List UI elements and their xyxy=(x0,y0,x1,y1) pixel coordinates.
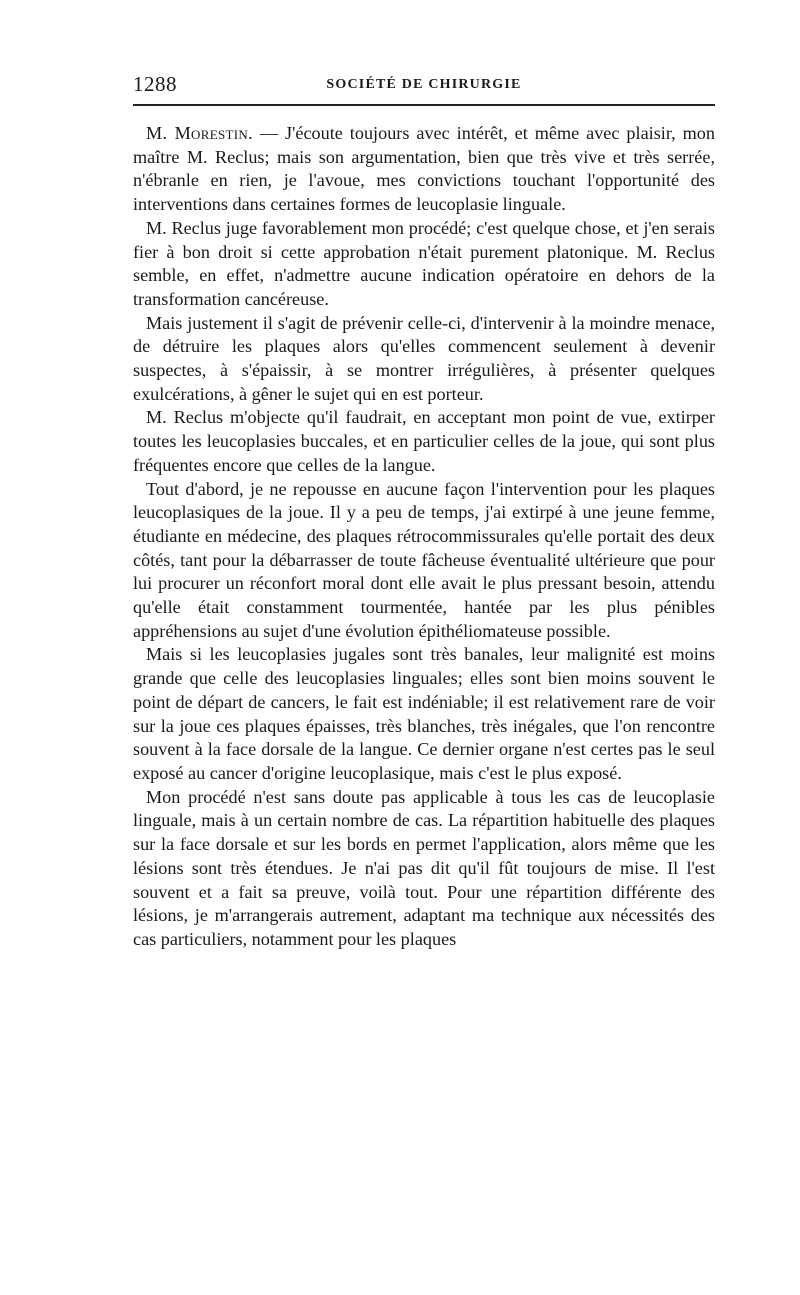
paragraph-text: Mais si les leucoplasies jugales sont très banales, leur malignité est moins grande que celle des leucoplasies linguales; elles sont bien moins souvent le point de départ de cancers, le fait est indéniable; il est relativement rare de voir sur la joue ces plaques épaisses, très blanches, très inégales, que l'on rencontre souvent à la face dorsale de la langue. Ce dernier organe n'est certes pas le seul exposé au cancer d'origine leucoplasique, mais c'est le plus exposé. xyxy=(133,644,715,783)
paragraph-text: M. Reclus m'objecte qu'il faudrait, en acceptant mon point de vue, extirper toutes les leucoplasies buccales, et en particulier celles de la joue, qui sont plus fréquentes encore que celles de la langue. xyxy=(133,407,715,475)
paragraph xyxy=(133,643,715,785)
header-rule xyxy=(133,104,715,106)
paragraph xyxy=(133,122,715,217)
running-title: SOCIÉTÉ DE CHIRURGIE xyxy=(326,77,522,92)
paragraph-text: — J'écoute toujours avec intérêt, et même avec plaisir, mon maître M. Reclus; mais son argumentation, bien que très vive et très serrée, n'ébranle en rien, je l'avoue, mes convictions touchant l'opportunité des interventions dans certaines formes de leucoplasie linguale. xyxy=(133,123,715,215)
paragraph xyxy=(133,478,715,644)
paragraph-text: Mais justement il s'agit de prévenir celle-ci, d'intervenir à la moindre menace, de détruire les plaques alors qu'elles commencent seulement à devenir suspectes, à s'épaissir, à se montrer irrégulières, à présenter quelques exulcérations, à gêner le sujet qui en est porteur. xyxy=(133,312,715,404)
paragraph-text: M. Reclus juge favorablement mon procédé; c'est quelque chose, et j'en serais fier à bon droit si cette approbation n'était purement platonique. M. Reclus semble, en effet, n'admettre aucune indication opératoire en dehors de la transformation cancéreuse. xyxy=(133,217,715,309)
paragraph xyxy=(133,406,715,477)
paragraph xyxy=(133,312,715,407)
paragraph xyxy=(133,786,715,952)
paragraph-text: Tout d'abord, je ne repousse en aucune façon l'intervention pour les plaques leucoplasiques de la joue. Il y a peu de temps, j'ai extirpé à une jeune femme, étudiante en médecine, des plaques rétrocommissurales qu'elle portait des deux côtés, tant pour la débarrasser de toute fâcheuse éventualité ultérieure que pour lui procurer un réconfort moral dont elle avait le plus pressant besoin, attendu qu'elle était constamment tourmentée, hantée par les plus pénibles appréhensions au sujet d'une évolution épithéliomateuse possible. xyxy=(133,478,715,641)
body-text xyxy=(133,122,715,952)
speaker-name: M. Morestin. xyxy=(146,123,253,143)
paragraph xyxy=(133,217,715,312)
page-header xyxy=(133,72,715,100)
paragraph-text: Mon procédé n'est sans doute pas applicable à tous les cas de leucoplasie linguale, mais à un certain nombre de cas. La répartition habituelle des plaques sur la face dorsale et sur les bords en permet l'application, alors même que les lésions sont très étendues. Je n'ai pas dit qu'il fût toujours de mise. Il l'est souvent et a fait sa preuve, voilà tout. Pour une répartition différente des lésions, je m'arrangerais autrement, adaptant ma technique aux nécessités des cas particuliers, notamment pour les plaques xyxy=(133,786,715,949)
page-number: 1288 xyxy=(133,72,177,96)
